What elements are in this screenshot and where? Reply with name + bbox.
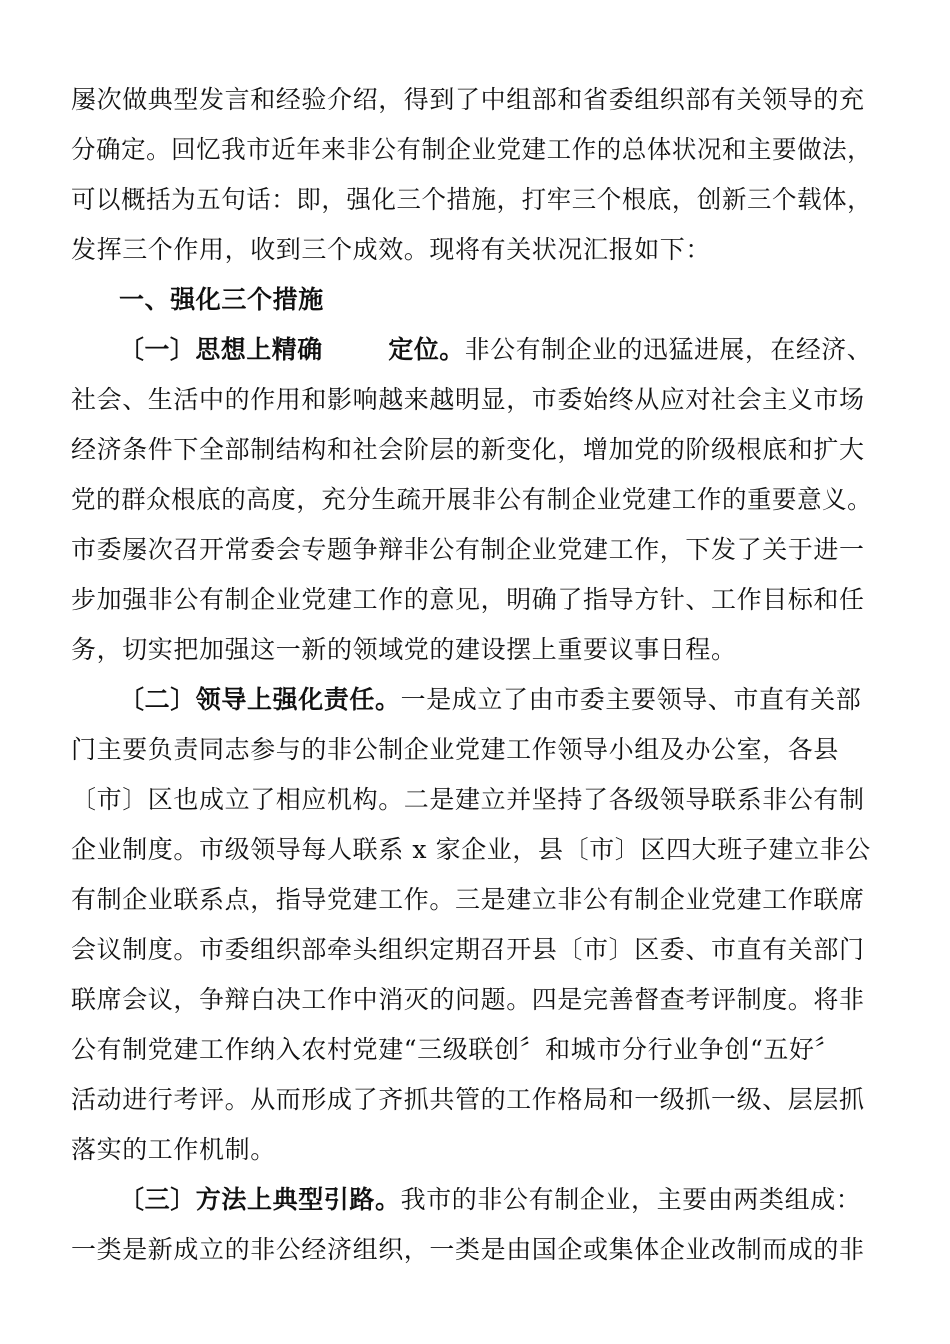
text-line: 党的群众根底的高度，充分生疏开展非公有制企业党建工作的重要意义。 — [71, 485, 873, 514]
text-line: 可以概括为五句话：即，强化三个措施，打牢三个根底，创新三个载体， — [71, 185, 873, 214]
text-line: 会议制度。市委组织部牵头组织定期召开县〔市〕区委、市直有关部门 — [71, 935, 865, 964]
subsection-heading-end: 定位。 — [388, 335, 465, 364]
text-line: 步加强非公有制企业党建工作的意见，明确了指导方针、工作目标和任 — [71, 585, 865, 614]
text-line: 分确定。回忆我市近年来非公有制企业党建工作的总体状况和主要做法， — [71, 135, 873, 164]
text-line: 落实的工作机制。 — [71, 1135, 276, 1164]
subsection-heading: 〔三〕方法上典型引路。 — [119, 1185, 401, 1214]
text-line: 经济条件下全部制结构和社会阶层的新变化，增加党的阶级根底和扩大 — [71, 435, 865, 464]
paragraph-first-line — [119, 330, 872, 370]
text-line: 发挥三个作用，收到三个成效。现将有关状况汇报如下： — [71, 235, 712, 264]
text-line: 屡次做典型发言和经验介绍，得到了中组部和省委组织部有关领导的充 — [71, 85, 865, 114]
section-heading: 一、强化三个措施 — [119, 285, 324, 314]
subsection-heading: 〔一〕思想上精确 — [119, 335, 323, 364]
text-line: 市委屡次召开常委会专题争辩非公有制企业党建工作，下发了关于进一 — [71, 535, 865, 564]
text-line: 有制企业联系点，指导党建工作。三是建立非公有制企业党建工作联席 — [71, 885, 865, 914]
paragraph-text: 非公有制企业的迅猛进展，在经济、 — [464, 335, 873, 364]
text-line: 公有制党建工作纳入农村党建“三级联创〞和城市分行业争创“五好〞 — [71, 1035, 841, 1064]
text-line: 门主要负责同志参与的非公制企业党建工作领导小组及办公室，各县 — [71, 735, 840, 764]
text-line: 活动进行考评。从而形成了齐抓共管的工作格局和一级抓一级、层层抓 — [71, 1085, 865, 1114]
paragraph-text: 我市的非公有制企业，主要由两类组成： — [400, 1185, 862, 1214]
text-line: 联席会议，争辩白决工作中消灭的问题。四是完善督查考评制度。将非 — [71, 985, 865, 1014]
paragraph-first-line — [119, 1180, 861, 1220]
paragraph-text: 一是成立了由市委主要领导、市直有关部 — [400, 685, 862, 714]
text-line: 〔市〕区也成立了相应机构。二是建立并坚持了各级领导联系非公有制 — [71, 785, 865, 814]
text-line: 企业制度。市级领导每人联系 x 家企业，县〔市〕区四大班子建立非公 — [71, 835, 871, 864]
subsection-heading: 〔二〕领导上强化责任。 — [119, 685, 401, 714]
text-line: 社会、生活中的作用和影响越来越明显，市委始终从应对社会主义市场 — [71, 385, 865, 414]
text-line: 一类是新成立的非公经济组织，一类是由国企或集体企业改制而成的非 — [71, 1235, 865, 1264]
text-line: 务，切实把加强这一新的领域党的建设摆上重要议事日程。 — [71, 635, 737, 664]
paragraph-first-line — [119, 680, 861, 720]
